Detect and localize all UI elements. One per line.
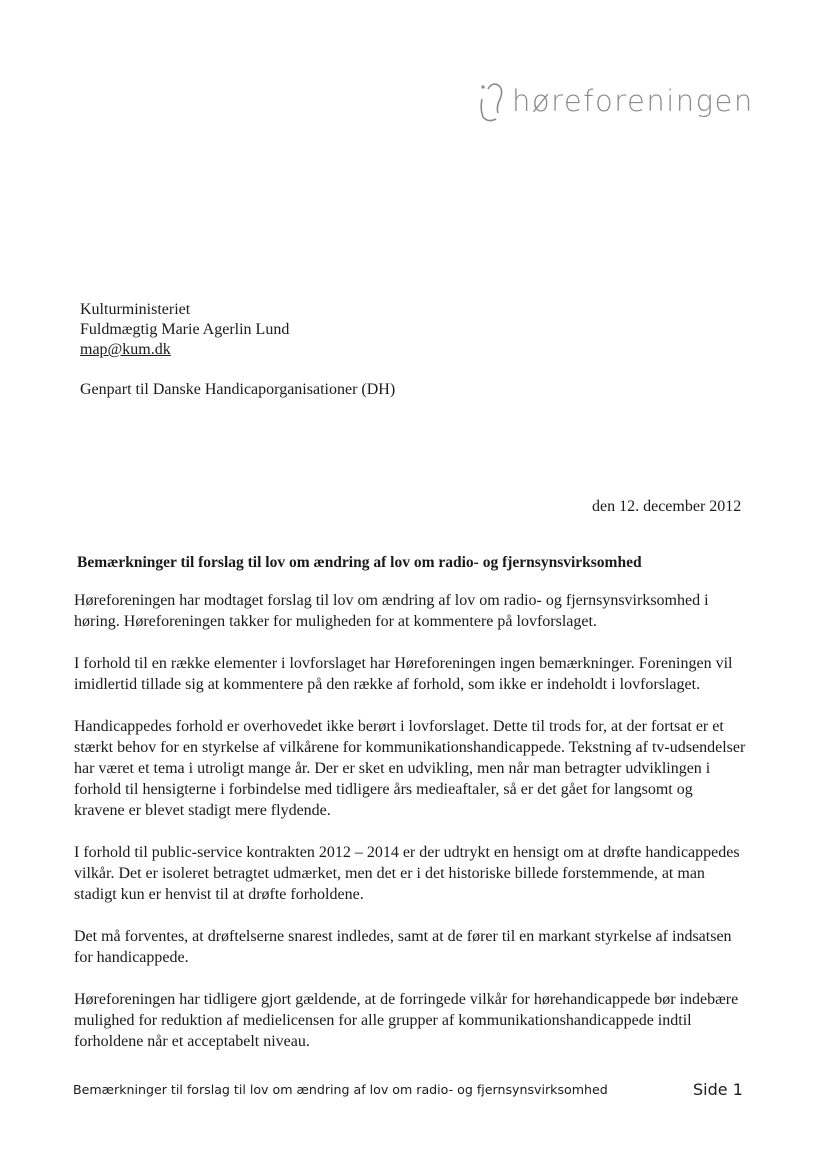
paragraph: I forhold til en række elementer i lovforslaget har Høreforeningen ingen bemærkninger. Foreningen vil imidlertid tillade sig at kommentere på den række af forhold, som ikke er indeholdt i lovforslaget. xyxy=(74,655,733,693)
paragraph: Det må forventes, at drøftelserne snarest indledes, samt at de fører til en markant styrkelse af indsatsen for handicappede. xyxy=(74,928,732,966)
paragraph: Høreforeningen har modtaget forslag til lov om ændring af lov om radio- og fjernsynsvirksomhed i høring. Høreforeningen takker for muligheden for at kommentere på lovforslaget. xyxy=(74,592,709,630)
copy-to-line: Genpart til Danske Handicaporganisationer (DH) xyxy=(80,381,396,398)
paragraph: Høreforeningen har tidligere gjort gældende, at de forringede vilkår for hørehandicappede bør indebære mulighed for reduktion af medielicensen for alle grupper af kommunikationshandicappede indtil forholdene når et acceptabelt niveau. xyxy=(74,991,739,1050)
letter-body xyxy=(74,590,746,1052)
logo-text: høreforeningen xyxy=(512,84,754,118)
letter-date: den 12. december 2012 xyxy=(592,498,742,515)
recipient-email-link[interactable]: map@kum.dk xyxy=(80,341,171,358)
footer-title: Bemærkninger til forslag til lov om ændring af lov om radio- og fjernsynsvirksomhed xyxy=(73,1082,608,1097)
paragraph: I forhold til public-service kontrakten 2012 – 2014 er der udtrykt en hensigt om at drøfte handicappedes vilkår. Det er isoleret betragtet udmærket, men det er i det historiske billede forstemmende, at man stadigt kun er henvist til at drøfte forholdene. xyxy=(74,844,740,903)
ear-icon xyxy=(474,79,508,123)
paragraph: Handicappedes forhold er overhovedet ikke berørt i lovforslaget. Dette til trods for, at der fortsat er et stærkt behov for en styrkelse af vilkårene for kommunikationshandicappede. Tekstning af tv-udsendelser har været et tema i utroligt mange år. Der er sket en udvikling, men når man betragter udviklingen i forhold til hensigterne i forbindelse med tidligere års medieaftaler, så er det gået for langsomt og kravene er blevet stadigt mere flydende. xyxy=(74,718,746,819)
page-number: Side 1 xyxy=(693,1080,743,1099)
recipient-contact: Fuldmægtig Marie Agerlin Lund xyxy=(80,321,290,338)
letter-title: Bemærkninger til forslag til lov om ændring af lov om radio- og fjernsynsvirksomhed xyxy=(77,554,642,571)
logo xyxy=(474,76,754,126)
recipient-address xyxy=(80,300,289,360)
recipient-organization: Kulturministeriet xyxy=(80,301,191,318)
